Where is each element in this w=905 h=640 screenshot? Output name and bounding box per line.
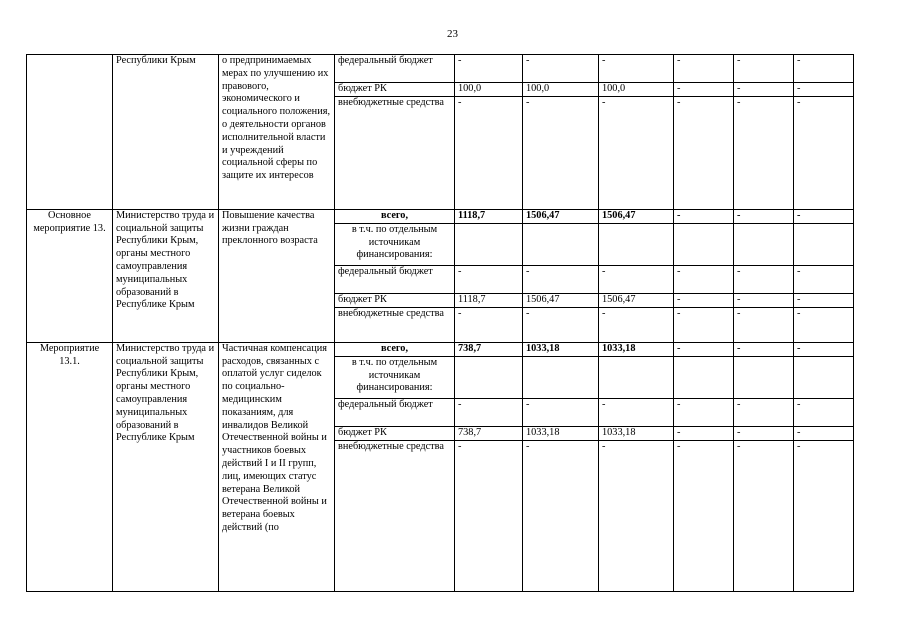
value-cell: - — [523, 96, 599, 209]
value-cell — [523, 356, 599, 398]
page-number: 23 — [447, 28, 458, 40]
value-cell: - — [455, 96, 523, 209]
measure-cell — [27, 55, 113, 210]
value-cell: - — [674, 265, 734, 293]
value-cell: - — [734, 342, 794, 356]
value-cell: - — [734, 426, 794, 440]
value-cell — [523, 223, 599, 265]
value-cell: 1033,18 — [523, 426, 599, 440]
table-row — [27, 209, 854, 223]
value-cell: - — [455, 55, 523, 83]
measure-cell: Основное мероприятие 13. — [27, 209, 113, 342]
value-cell: - — [734, 307, 794, 342]
value-cell: - — [794, 307, 854, 342]
value-cell: - — [523, 440, 599, 591]
source-label: внебюджетные средства — [335, 96, 455, 209]
source-label: в т.ч. по отдельным источникам финансирования: — [335, 223, 455, 265]
value-cell: - — [674, 342, 734, 356]
value-cell: 1506,47 — [523, 293, 599, 307]
description-cell: Повышение качества жизни граждан преклонного возраста — [219, 209, 335, 342]
executor-cell: Республики Крым — [113, 55, 219, 210]
value-cell: - — [794, 83, 854, 97]
financing-table — [26, 54, 854, 592]
value-cell: - — [599, 96, 674, 209]
value-cell: - — [674, 293, 734, 307]
value-cell: - — [674, 398, 734, 426]
source-label: всего, — [335, 209, 455, 223]
value-cell: 738,7 — [455, 426, 523, 440]
value-cell: - — [794, 440, 854, 591]
table-row — [27, 55, 854, 83]
value-cell — [734, 223, 794, 265]
value-cell: - — [523, 265, 599, 293]
value-cell: - — [455, 440, 523, 591]
value-cell: - — [734, 83, 794, 97]
source-label: бюджет РК — [335, 83, 455, 97]
value-cell: - — [734, 96, 794, 209]
measure-cell: Мероприятие 13.1. — [27, 342, 113, 591]
value-cell: - — [599, 265, 674, 293]
value-cell: - — [734, 440, 794, 591]
value-cell: - — [674, 426, 734, 440]
table-row — [27, 342, 854, 356]
value-cell: - — [674, 307, 734, 342]
value-cell: 1506,47 — [599, 209, 674, 223]
description-cell: о предпринимаемых мерах по улучшению их правового, экономического и социального положения, о деятельности органов исполнительной власти и учреждений социальной сферы по защите их интересов — [219, 55, 335, 210]
value-cell: - — [455, 265, 523, 293]
value-cell: - — [599, 55, 674, 83]
value-cell — [599, 356, 674, 398]
value-cell: - — [794, 398, 854, 426]
source-label: бюджет РК — [335, 293, 455, 307]
value-cell: - — [794, 209, 854, 223]
source-label: федеральный бюджет — [335, 398, 455, 426]
source-label: бюджет РК — [335, 426, 455, 440]
value-cell: - — [674, 96, 734, 209]
value-cell: 1118,7 — [455, 209, 523, 223]
value-cell: - — [794, 293, 854, 307]
value-cell — [674, 223, 734, 265]
value-cell — [599, 223, 674, 265]
value-cell: 100,0 — [455, 83, 523, 97]
source-label: федеральный бюджет — [335, 265, 455, 293]
value-cell — [674, 356, 734, 398]
value-cell: - — [599, 398, 674, 426]
value-cell: - — [794, 342, 854, 356]
value-cell: - — [794, 55, 854, 83]
source-label: федеральный бюджет — [335, 55, 455, 83]
source-label: внебюджетные средства — [335, 307, 455, 342]
source-label: внебюджетные средства — [335, 440, 455, 591]
value-cell: 1033,18 — [599, 342, 674, 356]
value-cell: - — [523, 398, 599, 426]
value-cell: - — [734, 55, 794, 83]
value-cell: - — [794, 426, 854, 440]
value-cell — [794, 356, 854, 398]
value-cell: 100,0 — [523, 83, 599, 97]
value-cell: - — [599, 307, 674, 342]
value-cell: 1033,18 — [523, 342, 599, 356]
value-cell: - — [734, 209, 794, 223]
value-cell: - — [455, 398, 523, 426]
value-cell: - — [734, 398, 794, 426]
value-cell — [455, 356, 523, 398]
value-cell: - — [674, 209, 734, 223]
source-label: в т.ч. по отдельным источникам финансирования: — [335, 356, 455, 398]
value-cell — [455, 223, 523, 265]
value-cell: 1506,47 — [599, 293, 674, 307]
value-cell — [734, 356, 794, 398]
value-cell: - — [674, 83, 734, 97]
value-cell: - — [523, 307, 599, 342]
value-cell: 1033,18 — [599, 426, 674, 440]
value-cell: - — [794, 265, 854, 293]
value-cell: 738,7 — [455, 342, 523, 356]
executor-cell: Министерство труда и социальной защиты Республики Крым, органы местного самоуправления муниципальных образований в Республике Крым — [113, 342, 219, 591]
value-cell — [794, 223, 854, 265]
source-label: всего, — [335, 342, 455, 356]
value-cell: 1118,7 — [455, 293, 523, 307]
value-cell: - — [674, 55, 734, 83]
value-cell: - — [674, 440, 734, 591]
value-cell: - — [734, 265, 794, 293]
description-cell: Частичная компенсация расходов, связанных с оплатой услуг сиделок по социально-медицинским показаниям, для инвалидов Великой Отечественной войны и участников боевых действий I и II групп, лиц, имеющих статус ветерана Великой Отечественной войны и ветерана боевых действий (по — [219, 342, 335, 591]
value-cell: - — [794, 96, 854, 209]
value-cell: - — [455, 307, 523, 342]
value-cell: - — [599, 440, 674, 591]
value-cell: - — [523, 55, 599, 83]
executor-cell: Министерство труда и социальной защиты Республики Крым, органы местного самоуправления муниципальных образований в Республике Крым — [113, 209, 219, 342]
value-cell: - — [734, 293, 794, 307]
value-cell: 100,0 — [599, 83, 674, 97]
value-cell: 1506,47 — [523, 209, 599, 223]
